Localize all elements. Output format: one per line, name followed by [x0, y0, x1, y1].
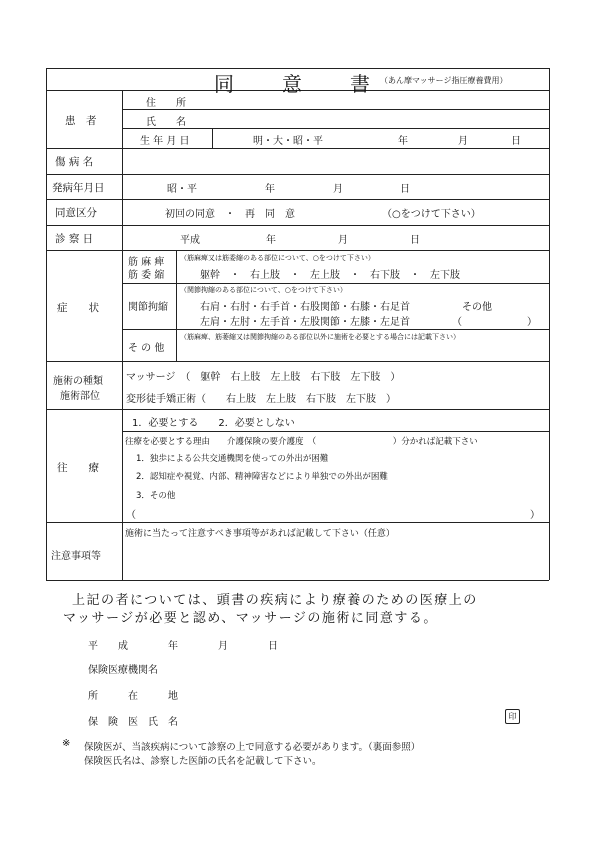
onset-label: 発病年月日 [52, 182, 105, 194]
birthdate-label: 生 年 月 日 [140, 136, 190, 147]
paralysis-note: （筋麻痺又は筋委縮のある部位について、○をつけて下さい） [180, 254, 375, 262]
birth-year-unit: 年 [398, 136, 408, 147]
onset-era-options[interactable]: 昭・平 [167, 184, 197, 195]
visit-options[interactable]: 1．必要とする 2．必要としない [132, 418, 295, 429]
visit-label: 往 療 [57, 462, 99, 474]
visit-reason-1[interactable]: 1．独歩による公共交通機関を使っての外出が困難 [136, 454, 329, 464]
visit-other-open: （ [126, 510, 136, 521]
footer-note-2: 保険医氏名は、診察した医師の氏名を記載して下さい。 [84, 756, 322, 767]
visit-other-close: ） [530, 510, 540, 521]
visit-reason-2[interactable]: 2．認知症や視覚、内部、精神障害などにより単独での外出が困難 [136, 472, 388, 482]
footer-note-1: 保険医が、当該疾病について診察の上で同意する必要があります。（裏面参照） [84, 742, 421, 753]
visit-reason-line: 往療を必要とする理由 介護保険の要介護度 （ ）分かれば記載下さい [125, 437, 478, 447]
exam-era: 平成 [180, 235, 200, 246]
contracture-other-close: ） [527, 317, 537, 328]
massage-options[interactable]: マッサージ （ 躯幹 右上肢 左上肢 右下肢 左下肢 ） [126, 372, 401, 383]
patient-label: 患 者 [65, 115, 97, 127]
seal-mark: 印 [505, 709, 520, 724]
symptoms-label: 症 状 [57, 302, 99, 314]
atrophy-label: 筋 委 縮 [128, 270, 165, 281]
doctor-name-label: 保 険 医 氏 名 [88, 717, 178, 728]
notes-label: 注意事項等 [51, 551, 101, 562]
paralysis-parts[interactable]: 躯幹 ・ 右上肢 ・ 左上肢 ・ 右下肢 ・ 左下肢 [200, 270, 460, 281]
consent-type-options[interactable]: 初回の同意 ・ 再 同 意 [165, 209, 295, 220]
disease-label: 傷 病 名 [55, 156, 94, 168]
birth-era-options[interactable]: 明・大・昭・平 [253, 136, 323, 147]
consent-statement-line1: 上記の者については、頭書の疾病により療養のための医療上の [72, 593, 478, 608]
birth-day-unit: 日 [511, 136, 521, 147]
footer-mark: ※ [62, 738, 71, 749]
visit-reason-3[interactable]: 3．その他 [136, 491, 176, 501]
onset-day-unit: 日 [400, 184, 410, 195]
treatment-site-label: 施術部位 [60, 391, 100, 402]
form-subtitle: （あん摩マッサージ指圧療養費用） [380, 76, 508, 85]
other-symptom-note: （筋麻痺、筋萎縮又は関節拘縮のある部位以外に施術を必要とする場合には記載下さい） [180, 333, 460, 341]
contracture-other: その他 [462, 302, 492, 313]
location-label: 所 在 地 [88, 691, 178, 702]
treatment-type-label: 施術の種類 [53, 376, 103, 387]
address-label: 住 所 [146, 98, 186, 109]
exam-day-unit: 日 [410, 235, 420, 246]
contracture-note: （関節拘縮のある部位について、○をつけて下さい） [180, 286, 347, 294]
notes-instruction: 施術に当たって注意すべき事項等があれば記載して下さい（任意） [125, 529, 395, 539]
consent-type-label: 同意区分 [55, 207, 97, 219]
contracture-label: 関節拘縮 [128, 302, 168, 313]
other-symptom-label: そ の 他 [128, 343, 165, 354]
exam-month-unit: 月 [338, 235, 348, 246]
institution-name-label: 保険医療機関名 [88, 665, 158, 676]
birth-month-unit: 月 [458, 136, 468, 147]
exam-year-unit: 年 [266, 235, 276, 246]
correction-options[interactable]: 変形徒手矯正術（ 右上肢 左上肢 右下肢 左下肢 ） [126, 394, 396, 405]
contracture-right-parts[interactable]: 右肩・右肘・右手首・右股関節・右膝・右足首 [200, 302, 410, 313]
contracture-left-parts[interactable]: 左肩・左肘・左手首・左股関節・左膝・左足首 [200, 317, 410, 328]
form-title: 同 意 書 [214, 72, 384, 96]
name-label: 氏 名 [146, 117, 186, 128]
paralysis-label: 筋 麻 痺 [128, 257, 165, 268]
onset-year-unit: 年 [265, 184, 275, 195]
contracture-other-open: （ [452, 317, 462, 328]
exam-date-label: 診 察 日 [55, 233, 94, 245]
signature-date: 平 成 年 月 日 [88, 641, 278, 652]
consent-statement-line2: マッサージが必要と認め、マッサージの施術に同意する。 [63, 611, 438, 626]
consent-type-note: （○をつけて下さい） [382, 209, 481, 220]
onset-month-unit: 月 [333, 184, 343, 195]
